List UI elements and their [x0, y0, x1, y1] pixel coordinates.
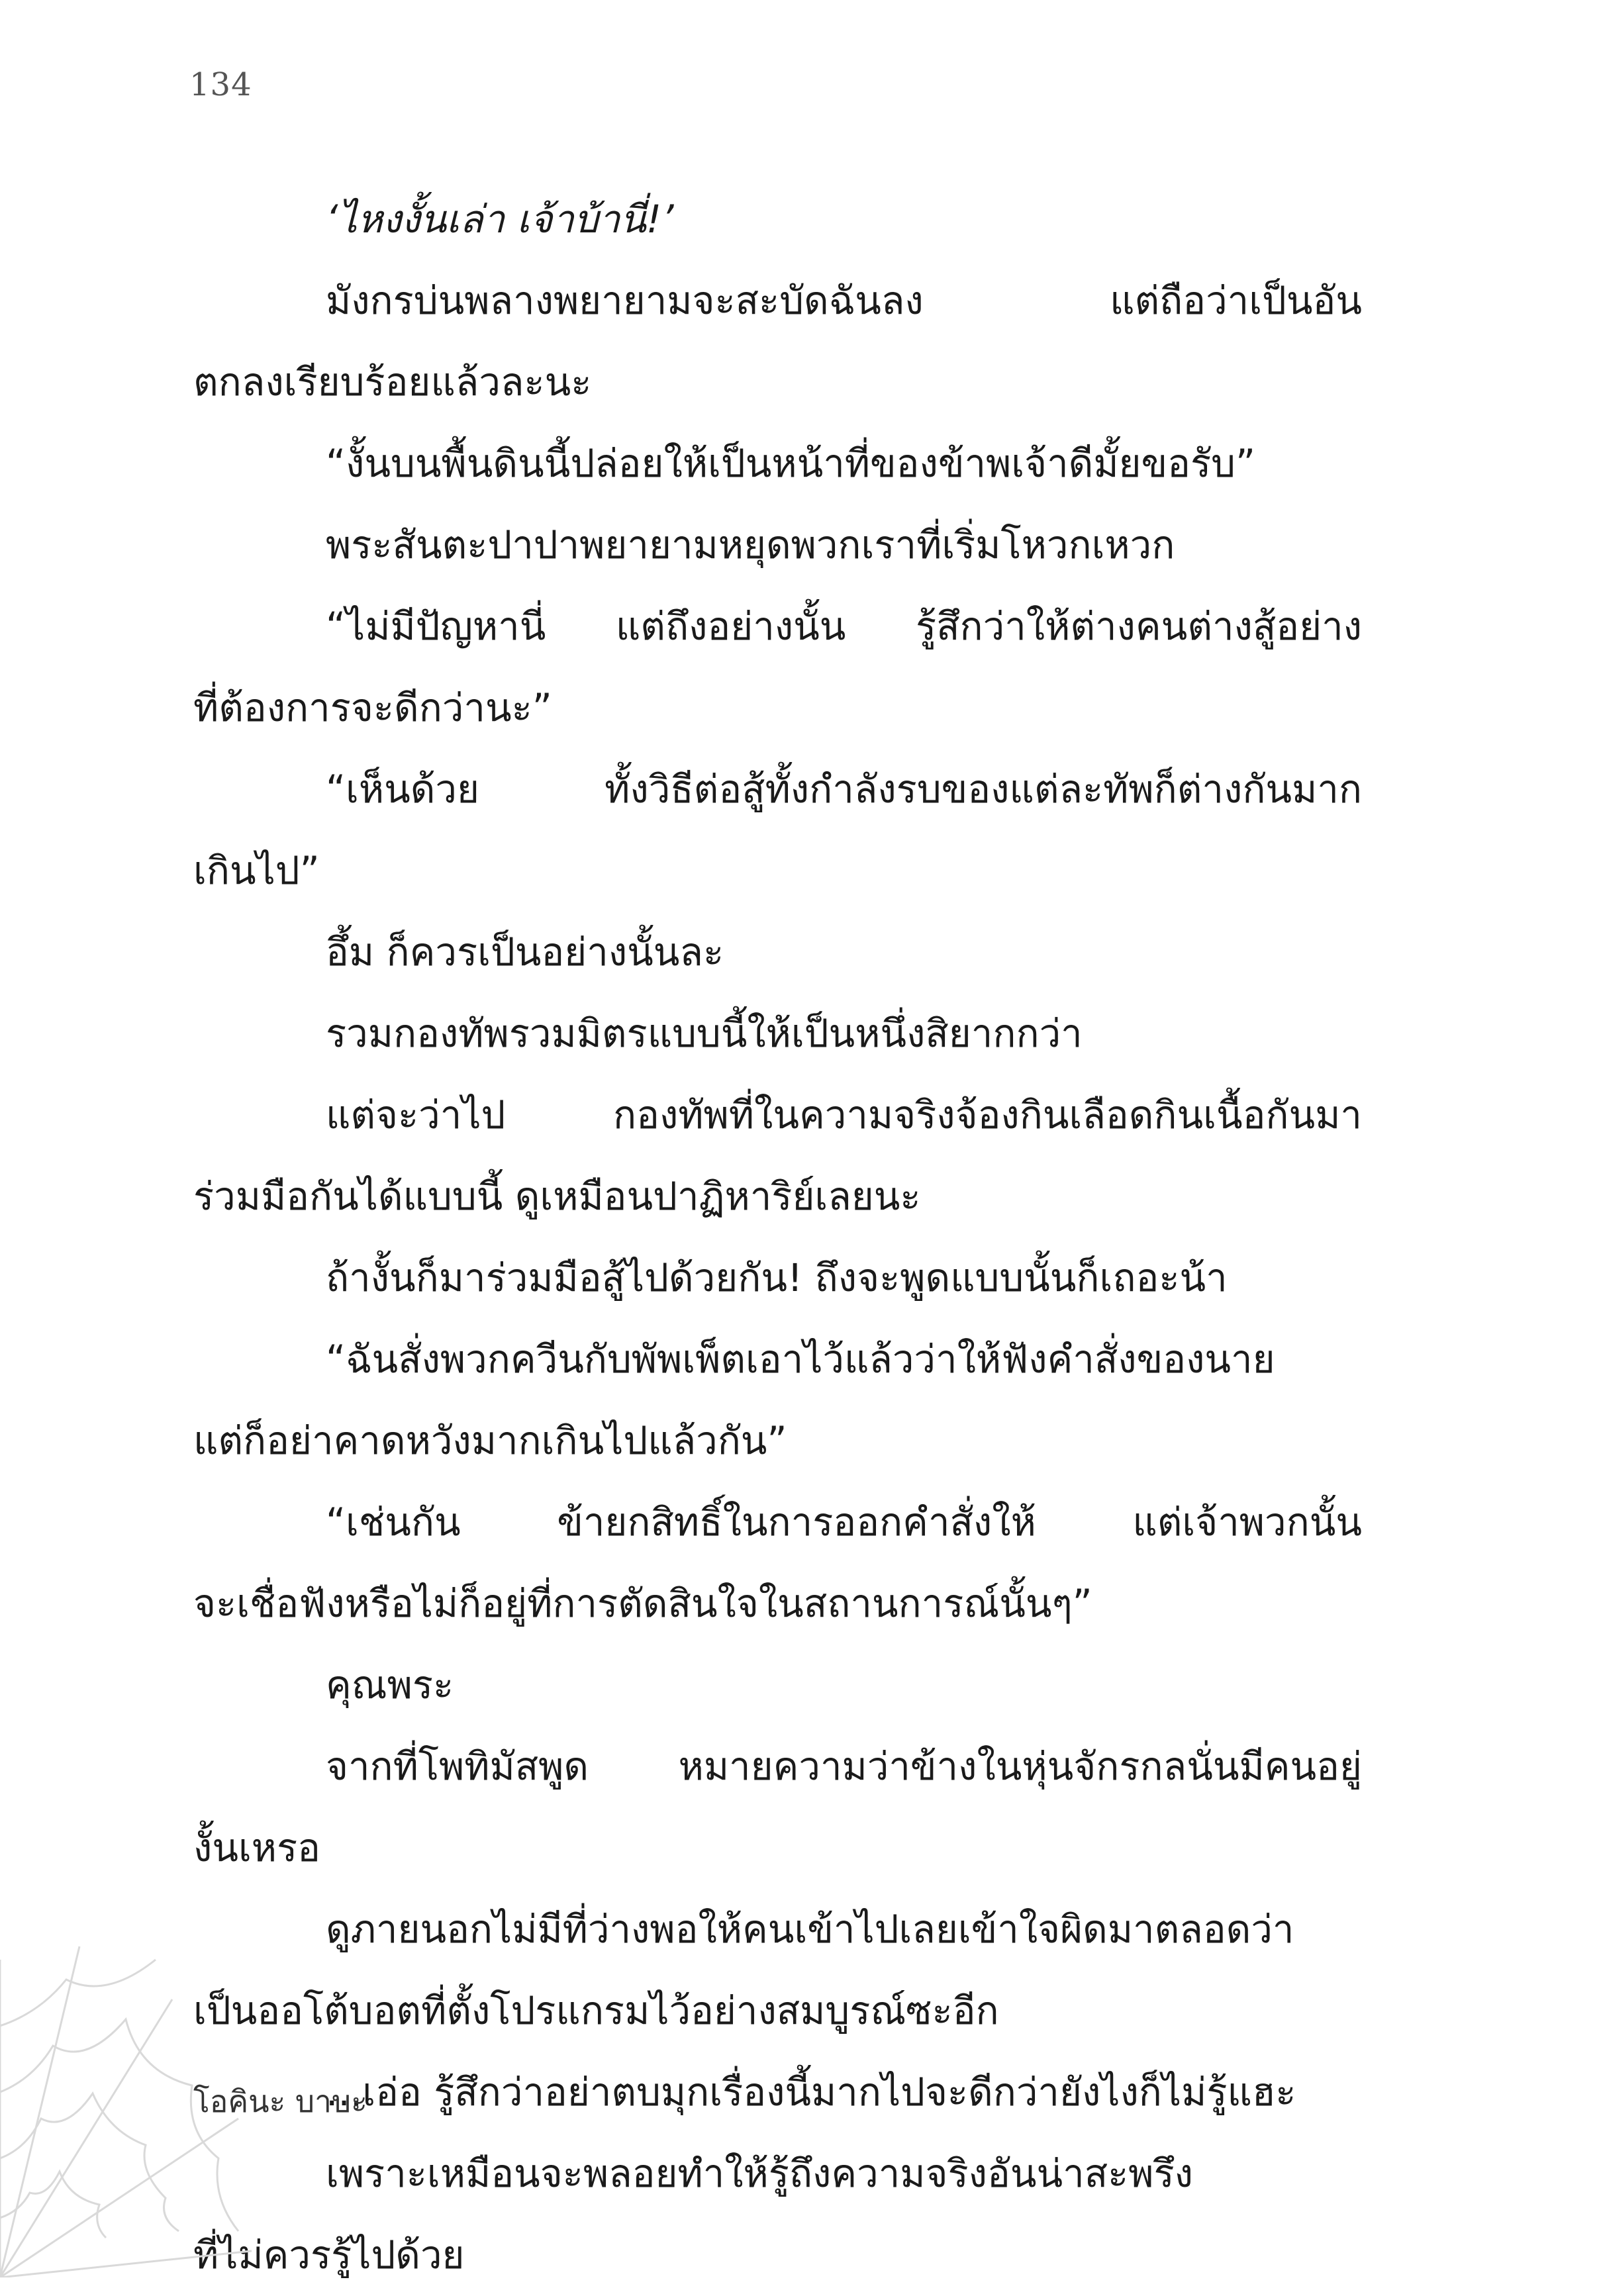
text-line: “เห็นด้วย ทั้งวิธีต่อสู้ทั้งกำลังรบของแต่ละทัพก็ต่างกันมาก — [326, 767, 1362, 812]
text-line: “ไม่มีปัญหานี่ แต่ถึงอย่างนั้น รู้สึกว่าให้ต่างคนต่างสู้อย่าง — [326, 604, 1362, 649]
text-line: อึ้ม ก็ควรเป็นอย่างนั้นละ — [326, 930, 724, 975]
text-line: รวมกองทัพรวมมิตรแบบนี้ให้เป็นหนึ่งสิยากกว่า — [326, 1011, 1083, 1056]
page-number: 134 — [189, 66, 252, 103]
text-line: เกินไป” — [193, 848, 320, 893]
text-line: “งั้นบนพื้นดินนี้ปล่อยให้เป็นหน้าที่ของข้าพเจ้าดีมั้ยขอรับ” — [326, 441, 1256, 486]
text-line: ‘ไหงงั้นเล่า เจ้าบ้านี่!’ — [326, 197, 674, 242]
text-line: “เช่นกัน ข้ายกสิทธิ์ในการออกคำสั่งให้ แต่เจ้าพวกนั้น — [326, 1500, 1362, 1545]
text-line: ที่ต้องการจะดีกว่านะ” — [193, 685, 552, 730]
text-line: คุณพระ — [326, 1662, 454, 1707]
text-line: แต่จะว่าไป กองทัพที่ในความจริงจ้องกินเลือดกินเนื้อกันมา — [326, 1092, 1362, 1137]
text-line: ...เอ่อ รู้สึกว่าอย่าตบมุกเรื่องนี้มากไปจะดีกว่ายังไงก็ไม่รู้แฮะ — [326, 2070, 1296, 2115]
text-line: งั้นเหรอ — [193, 1825, 321, 1870]
text-line: จะเชื่อฟังหรือไม่ก็อยู่ที่การตัดสินใจในสถานการณ์นั้นๆ” — [193, 1581, 1092, 1626]
text-line: ถ้างั้นก็มาร่วมมือสู้ไปด้วยกัน! ถึงจะพูดแบบนั้นก็เถอะน้า — [326, 1255, 1228, 1300]
body-text — [193, 179, 1362, 2296]
text-line: มังกรบ่นพลางพยายามจะสะบัดฉันลง แต่ถือว่าเป็นอัน — [326, 278, 1362, 323]
text-line: แต่ก็อย่าคาดหวังมากเกินไปแล้วกัน” — [193, 1418, 787, 1463]
text-line: ที่ไม่ควรรู้ไปด้วย — [193, 2232, 465, 2277]
text-line: ตกลงเรียบร้อยแล้วละนะ — [193, 359, 592, 405]
text-line: เป็นออโต้บอตที่ตั้งโปรแกรมไว้อย่างสมบูรณ์ซะอีก — [193, 1988, 999, 2033]
text-line: “ฉันสั่งพวกควีนกับพัพเพ็ตเอาไว้แล้วว่าให้ฟังคำสั่งของนาย — [326, 1337, 1275, 1382]
text-line: ดูภายนอกไม่มีที่ว่างพอให้คนเข้าไปเลยเข้าใจผิดมาตลอดว่า — [326, 1907, 1294, 1952]
text-line: พระสันตะปาปาพยายามหยุดพวกเราที่เริ่มโหวกเหวก — [326, 522, 1175, 567]
text-line: ร่วมมือกันได้แบบนี้ ดูเหมือนปาฏิหาริย์เลยนะ — [193, 1174, 921, 1219]
text-line: จากที่โพทิมัสพูด หมายความว่าข้างในหุ่นจักรกลนั่นมีคนอยู่ — [326, 1744, 1362, 1789]
footer-author: โอคินะ บาบะ — [193, 2083, 367, 2119]
text-line: เพราะเหมือนจะพลอยทำให้รู้ถึงความจริงอันน่าสะพรึง — [326, 2151, 1193, 2196]
